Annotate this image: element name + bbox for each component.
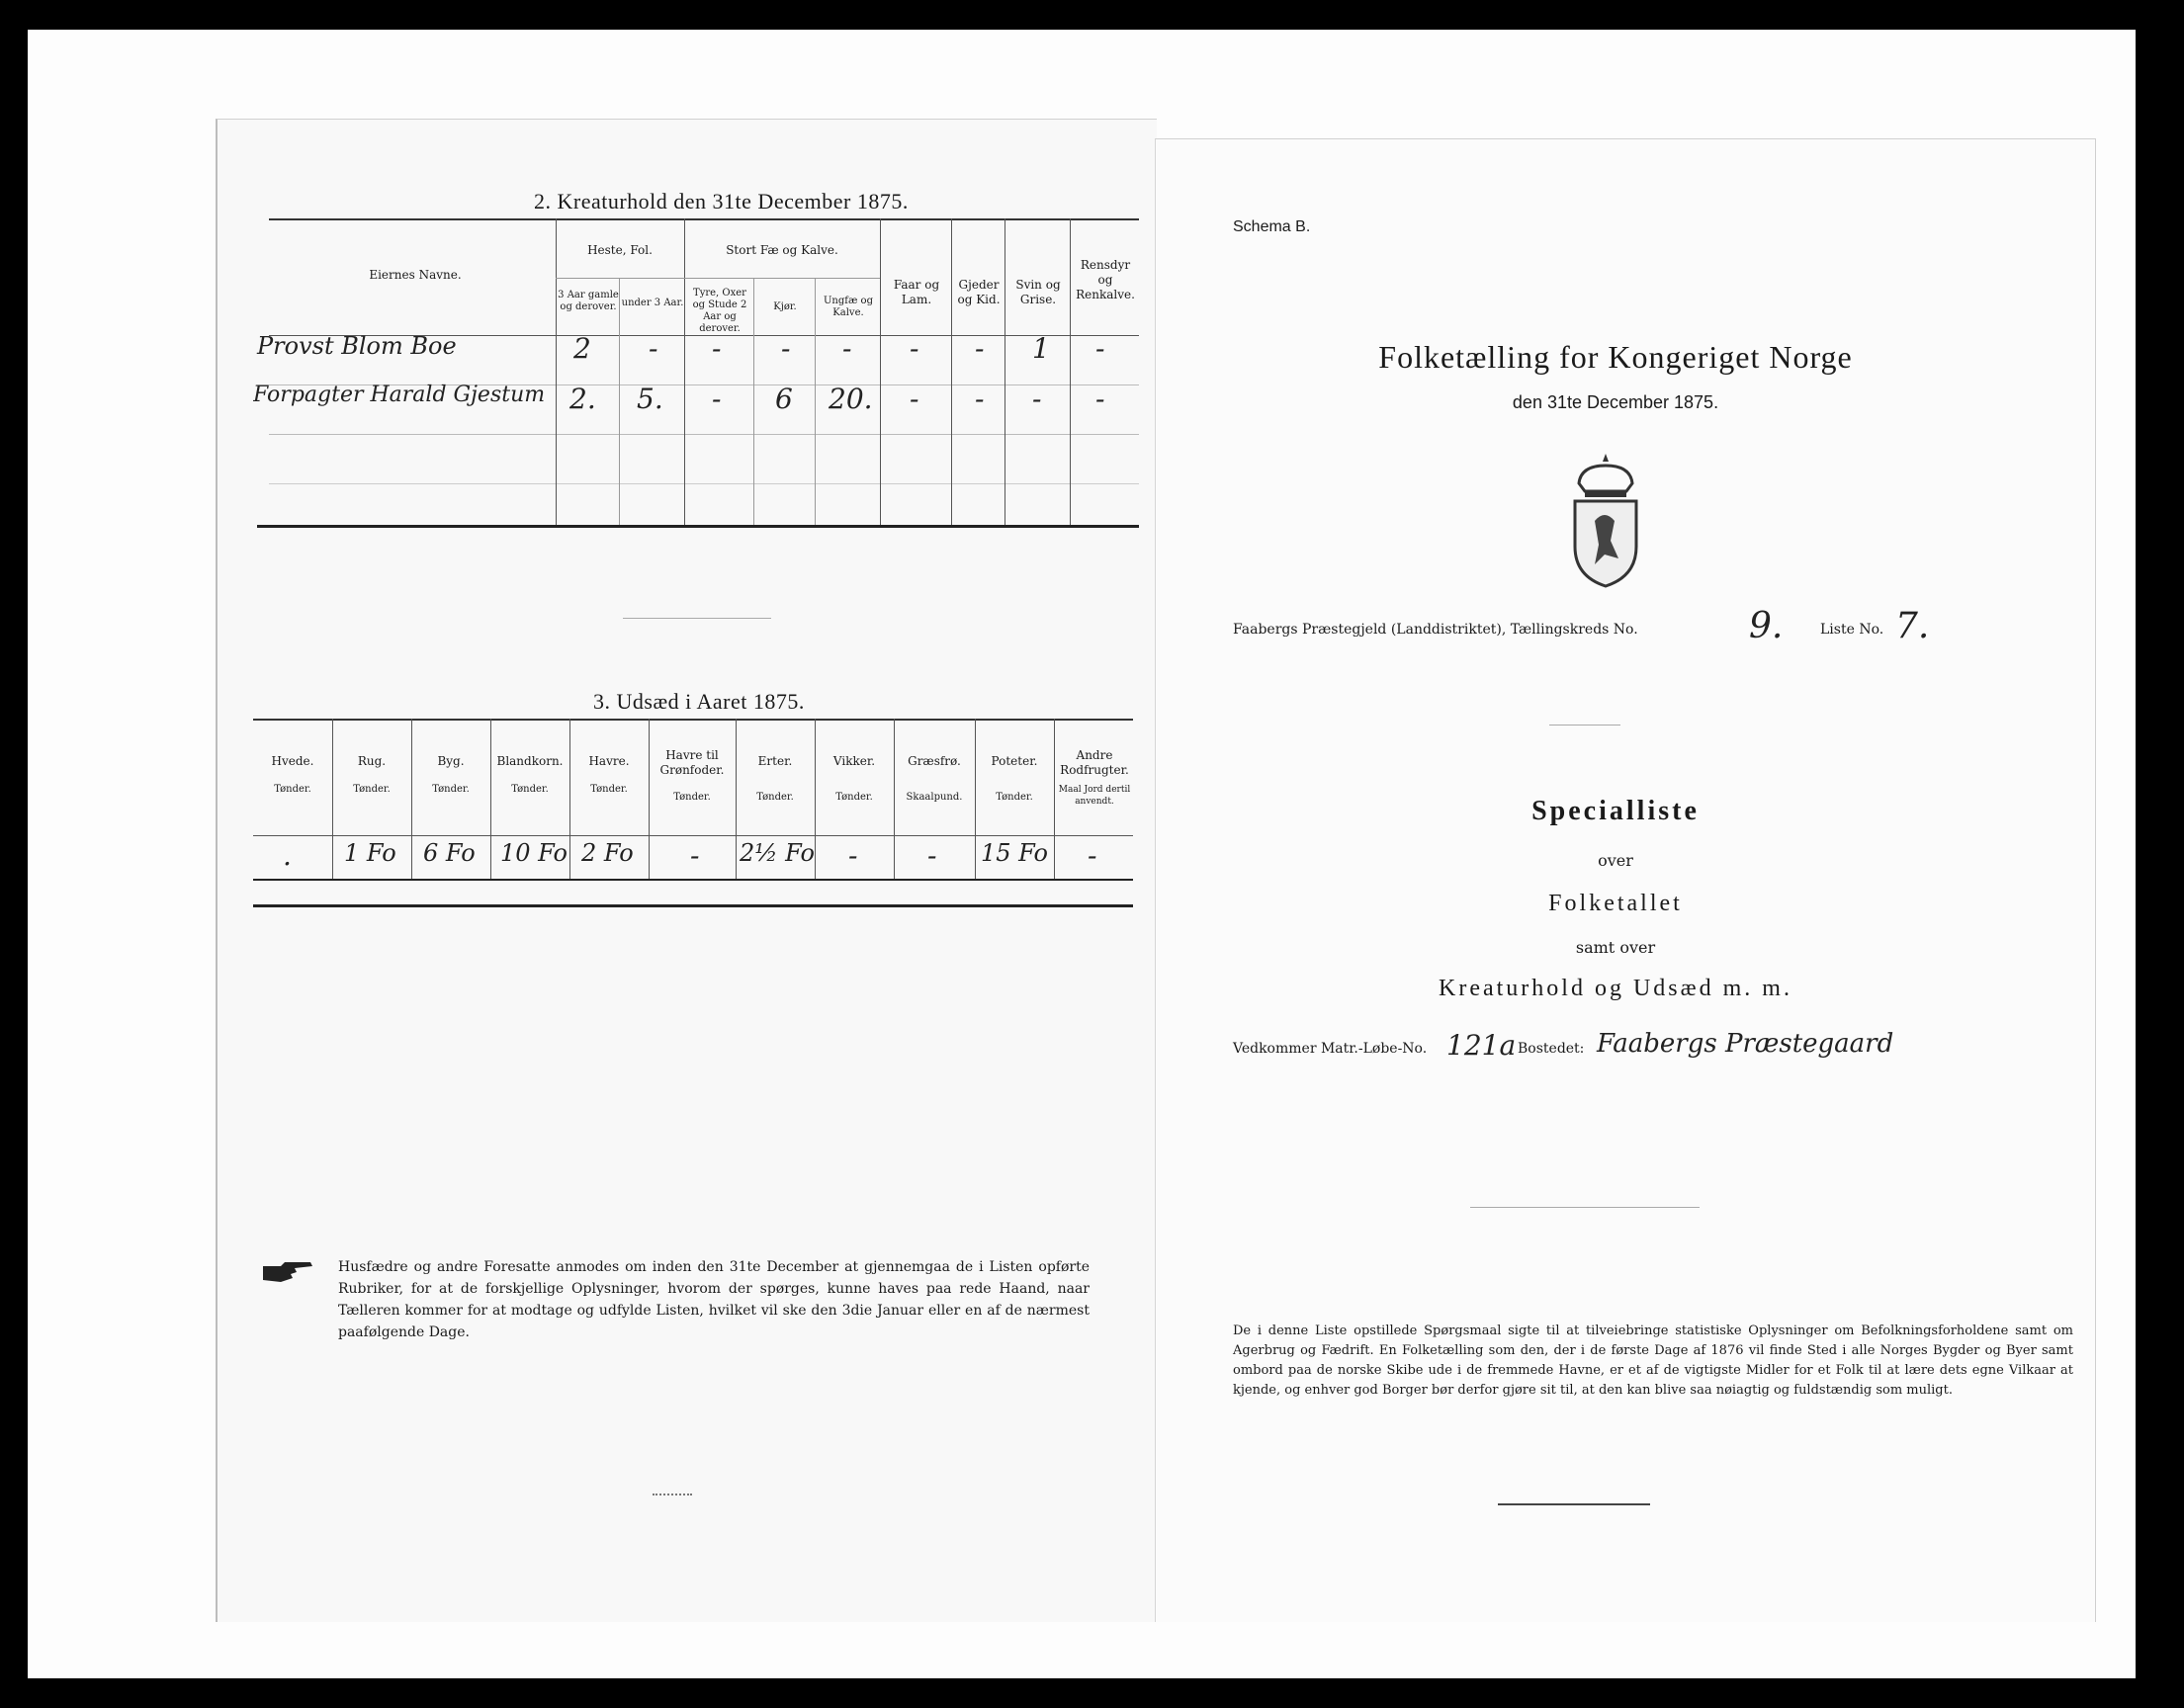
- samt-over-text: samt over: [1575, 938, 1656, 957]
- owner-name-2: Forpagter Harald Gjestum: [253, 383, 546, 407]
- divider: [653, 1494, 692, 1495]
- divider: [1470, 1207, 1700, 1208]
- udsaed-v-erter: 2½ Fo: [740, 839, 815, 867]
- cell-1-2: -: [649, 332, 658, 365]
- cell-2-8: -: [1032, 383, 1042, 415]
- udsaed-v-poteter: 15 Fo: [981, 839, 1048, 867]
- cell-2-7: -: [975, 383, 985, 415]
- cell-1-8: 1: [1032, 332, 1050, 365]
- matr-label: Vedkommer Matr.-Løbe-No.: [1233, 1041, 1428, 1057]
- cell-2-5: 20.: [829, 383, 873, 415]
- udsaed-v-havre: 2 Fo: [581, 839, 634, 867]
- left-page: [216, 119, 1157, 1622]
- udsaed-h-andre: Andre Rodfrugter.: [1060, 748, 1129, 777]
- udsaed-u-blandkorn: Tønder.: [511, 784, 549, 795]
- udsaed-u-poteter: Tønder.: [996, 792, 1033, 803]
- kreds-number: 9.: [1749, 606, 1784, 646]
- udsaed-v-andre: -: [1088, 839, 1097, 872]
- cell-2-2: 5.: [637, 383, 663, 415]
- header-heste-fol: Heste, Fol.: [587, 243, 653, 257]
- header-fae-sub1: Tyre, Oxer og Stude 2 Aar og derover.: [692, 288, 747, 334]
- udsaed-u-rug: Tønder.: [353, 784, 391, 795]
- udsaed-h-vikker: Vikker.: [832, 754, 876, 768]
- folketallet-title: Folketallet: [1548, 891, 1683, 916]
- udsaed-v-hvede: .: [283, 839, 292, 872]
- udsaed-h-havre: Havre.: [588, 754, 630, 768]
- header-stort-fae: Stort Fæ og Kalve.: [726, 243, 838, 257]
- udsaed-v-graesfro: -: [927, 839, 937, 872]
- schema-label: Schema B.: [1233, 218, 1311, 235]
- cell-2-1: 2.: [569, 383, 596, 415]
- divider: [1549, 725, 1620, 726]
- udsaed-h-graesfro: Græsfrø.: [908, 754, 961, 768]
- udsaed-h-byg: Byg.: [437, 754, 465, 768]
- right-page: [1155, 138, 2096, 1622]
- header-gjeder: Gjeder og Kid.: [957, 278, 1001, 306]
- census-date: den 31te December 1875.: [1512, 392, 1719, 412]
- cell-1-3: -: [712, 332, 722, 365]
- cell-1-7: -: [975, 332, 985, 365]
- cell-2-3: -: [712, 383, 722, 415]
- udsaed-h-poteter: Poteter.: [991, 754, 1038, 768]
- divider: [623, 618, 771, 619]
- liste-label: Liste No.: [1820, 622, 1884, 638]
- header-heste-sub2: under 3 Aar.: [621, 298, 684, 308]
- udsaed-h-blandkorn: Blandkorn.: [496, 754, 564, 768]
- udsaed-u-vikker: Tønder.: [835, 792, 873, 803]
- udsaed-title: 3. Udsæd i Aaret 1875.: [593, 689, 805, 714]
- over-text-1: over: [1598, 851, 1633, 870]
- udsaed-v-rug: 1 Fo: [344, 839, 396, 867]
- udsaed-h-rug: Rug.: [357, 754, 387, 768]
- header-rensdyr: Rensdyr og Renkalve.: [1076, 258, 1135, 301]
- udsaed-u-erter: Tønder.: [756, 792, 794, 803]
- bosted-value: Faabergs Præstegaard: [1597, 1029, 1894, 1059]
- cell-1-1: 2: [573, 332, 591, 365]
- udsaed-u-andre: Maal Jord dertil anvendt.: [1058, 785, 1131, 807]
- cell-1-4: -: [781, 332, 791, 365]
- footer-text: De i denne Liste opstillede Spørgsmaal sigte til at tilveiebringe statistiske Oplysninger om Befolkningsforholdene samt om Agerbrug og Fædrift. En Folketælling som den, der i de første Dage af 1876 vil finde Sted i alle Norges Bygder og Byer samt ombord paa de norske Skibe ude i de fremmede Havne, er et af de vigtigste Midler for et Folk til at lære dets egne Vilkaar at kjende, og enhver god Borger bør derfor gjøre sit til, at den kan blive saa nøiagtig og fuldstændig som muligt.: [1233, 1324, 2073, 1398]
- kreaturhold-title: Kreaturhold og Udsæd m. m.: [1439, 976, 1792, 1001]
- norwegian-coat-of-arms-icon: [1561, 452, 1650, 590]
- cell-1-5: -: [842, 332, 852, 365]
- main-title: Folketælling for Kongeriget Norge: [1378, 339, 1853, 375]
- udsaed-u-havre: Tønder.: [590, 784, 628, 795]
- udsaed-h-erter: Erter.: [757, 754, 793, 768]
- header-faar: Faar og Lam.: [893, 278, 940, 306]
- udsaed-u-hvede: Tønder.: [274, 784, 311, 795]
- header-svin: Svin og Grise.: [1015, 278, 1061, 306]
- kreatur-title: 2. Kreaturhold den 31te December 1875.: [534, 189, 909, 214]
- cell-2-6: -: [910, 383, 919, 415]
- matr-number: 121a: [1446, 1029, 1517, 1062]
- udsaed-u-gronfoder: Tønder.: [673, 792, 711, 803]
- header-fae-sub2: Kjør.: [773, 301, 797, 312]
- udsaed-h-hvede: Hvede.: [271, 754, 314, 768]
- cell-1-6: -: [910, 332, 919, 365]
- pointing-hand-icon: [261, 1260, 314, 1284]
- divider: [1498, 1503, 1650, 1505]
- liste-number: 7.: [1895, 606, 1930, 646]
- district-label: Faabergs Præstegjeld (Landdistriktet), Tællingskreds No.: [1233, 622, 1638, 638]
- bosted-label: Bostedet:: [1518, 1041, 1585, 1057]
- header-heste-sub1: 3 Aar gamle og derover.: [558, 290, 619, 312]
- cell-2-4: 6: [775, 383, 793, 415]
- cell-2-9: -: [1095, 383, 1105, 415]
- notice-text: Husfædre og andre Foresatte anmodes om inden den 31te December at gjennemgaa de i Listen opførte Rubriker, for at de forskjellige Oplysninger, hvorom der spørges, kunne haves paa rede Haand, naar Tælleren kommer for at modtage og udfylde Listen, hvilket vil ske den 3die Januar eller en af de nærmest paafølgende Dage.: [338, 1259, 1090, 1340]
- specialliste-title: Specialliste: [1531, 796, 1700, 826]
- header-eiernes-navne: Eiernes Navne.: [369, 268, 462, 282]
- udsaed-h-gronfoder: Havre til Grønfoder.: [659, 748, 725, 777]
- udsaed-v-blandkorn: 10 Fo: [500, 839, 568, 867]
- owner-name-1: Provst Blom Boe: [257, 332, 457, 360]
- udsaed-u-graesfro: Skaalpund.: [906, 792, 963, 803]
- header-fae-sub3: Ungfæ og Kalve.: [824, 296, 873, 318]
- udsaed-v-byg: 6 Fo: [423, 839, 476, 867]
- udsaed-v-gronfoder: -: [690, 839, 700, 872]
- udsaed-v-vikker: -: [848, 839, 858, 872]
- udsaed-u-byg: Tønder.: [432, 784, 470, 795]
- cell-1-9: -: [1095, 332, 1105, 365]
